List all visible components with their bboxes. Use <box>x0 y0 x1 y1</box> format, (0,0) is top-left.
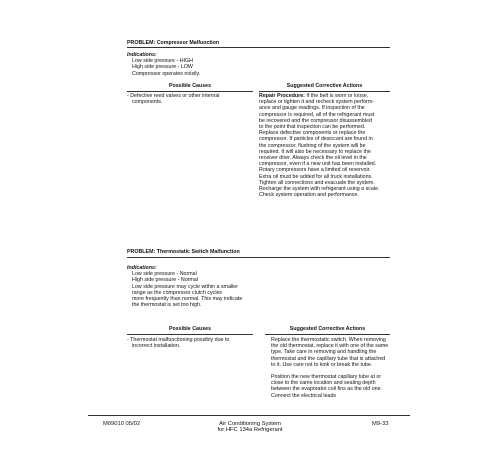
problem1-actions <box>259 93 379 198</box>
action-line: ance and gauge readings. If inspection of the <box>259 105 365 112</box>
action-line: replace or tighten it and recheck system perform- <box>259 99 375 106</box>
indication-line: Compressor operates noisily. <box>132 70 201 77</box>
repair-procedure-label: Repair Procedure: <box>259 93 305 99</box>
action-line: Check system operation and performance. <box>259 192 359 199</box>
indications-label: Indications: <box>127 52 157 58</box>
action-line: receiver drier. Always check the oil level in the <box>259 155 367 162</box>
cause-line: incorrect installation. <box>132 343 181 350</box>
action-line: Replace defective components or replace the <box>259 130 366 137</box>
indication-line: Low side pressure - HIGH <box>132 58 193 65</box>
action-line: between the evaporator coil fins as the old one. <box>271 386 383 393</box>
footer-left: M09010 05/02 <box>103 421 141 427</box>
footer-title: Air Conditioning System <box>219 421 281 427</box>
problem2-indications <box>127 265 242 308</box>
possible-causes-header: Possible Causes <box>168 83 212 89</box>
indication-line: High side pressure - Normal <box>132 277 198 284</box>
action-line: compressor. If particles of desiccant are found in <box>259 136 373 143</box>
indications-label: Indications: <box>127 265 157 271</box>
possible-causes-rule <box>127 334 253 335</box>
action-line: Tighten all connections and evacuate the system. <box>259 179 375 186</box>
action-line: Repair Procedure: If the belt is worn or loose, <box>259 93 369 99</box>
problem1-causes <box>127 93 219 105</box>
action-line: to the point that inspection can be performed. <box>259 124 366 131</box>
action-line: Replace the thermostatic switch. When removing <box>271 337 386 343</box>
indication-line: High side pressure - LOW <box>132 64 193 71</box>
footer-subtitle: for HFC 134a Refrigerant <box>217 427 283 434</box>
cause-line: components. <box>132 99 163 106</box>
indication-line: range as the compressor clutch cycles <box>132 289 223 296</box>
indication-line: Low side pressure may cycle within a smaller <box>132 283 238 290</box>
action-line: Connect the electrical leads <box>271 392 337 399</box>
footer-center <box>200 421 300 433</box>
action-line: type. Take care in removing and handling the <box>271 349 377 356</box>
indication-line: more frequently than normal. This may indicate <box>132 296 243 303</box>
corrective-actions-rule <box>265 334 390 335</box>
problem2-title-rule <box>127 257 390 258</box>
page-number: M9-33 <box>372 421 389 427</box>
action-line: compressor is required, all of the refrigerant must <box>259 111 375 118</box>
action-line: Recharge the system with refrigerant using a scale. <box>259 186 380 193</box>
problem1-title: PROBLEM: Compressor Malfunction <box>127 40 220 46</box>
indication-line: the thermostat is set too high. <box>132 302 202 309</box>
problem1-indications <box>127 52 200 77</box>
corrective-actions-rule <box>259 91 390 92</box>
problem2-actions <box>271 337 388 399</box>
footer-rule <box>88 415 410 416</box>
action-line: to it. Use care not to kink or break the tube. <box>271 361 373 368</box>
action-line: close to the same location and sealing depth <box>271 380 376 387</box>
action-line: the old thermostat, replace it with one of the same <box>271 343 389 350</box>
problem1-title-rule <box>127 47 390 48</box>
action-line: the compressor, flushing of the system will be <box>259 142 366 149</box>
possible-causes-rule <box>127 91 253 92</box>
cause-line: - Defective reed valves or other internal <box>127 93 220 99</box>
action-line: be recovered and the compressor disassembled <box>259 117 373 124</box>
action-line: required. It will also be necessary to replace the <box>259 148 371 155</box>
action-line: Position the new thermostat capillary tube at or <box>271 374 382 381</box>
possible-causes-header: Possible Causes <box>168 326 212 332</box>
indication-line: Low side pressure - Normal <box>132 271 197 278</box>
action-line: thermostat and the capillary tube that is attached <box>271 355 386 362</box>
action-line: compressor, even if a new unit has been installed. <box>259 161 377 168</box>
problem2-causes <box>127 337 229 349</box>
corrective-actions-header: Suggested Corrective Actions <box>286 83 363 89</box>
corrective-actions-header: Suggested Corrective Actions <box>289 326 366 332</box>
cause-line: - Thermostat malfunctioning possibly due to <box>127 337 230 343</box>
problem2-title: PROBLEM: Thermostatic Switch Malfunction <box>127 249 240 255</box>
action-line: Rotary compressors have a limited oil reservoir. <box>259 167 371 174</box>
action-line: Extra oil must be added for all truck installations. <box>259 173 373 180</box>
